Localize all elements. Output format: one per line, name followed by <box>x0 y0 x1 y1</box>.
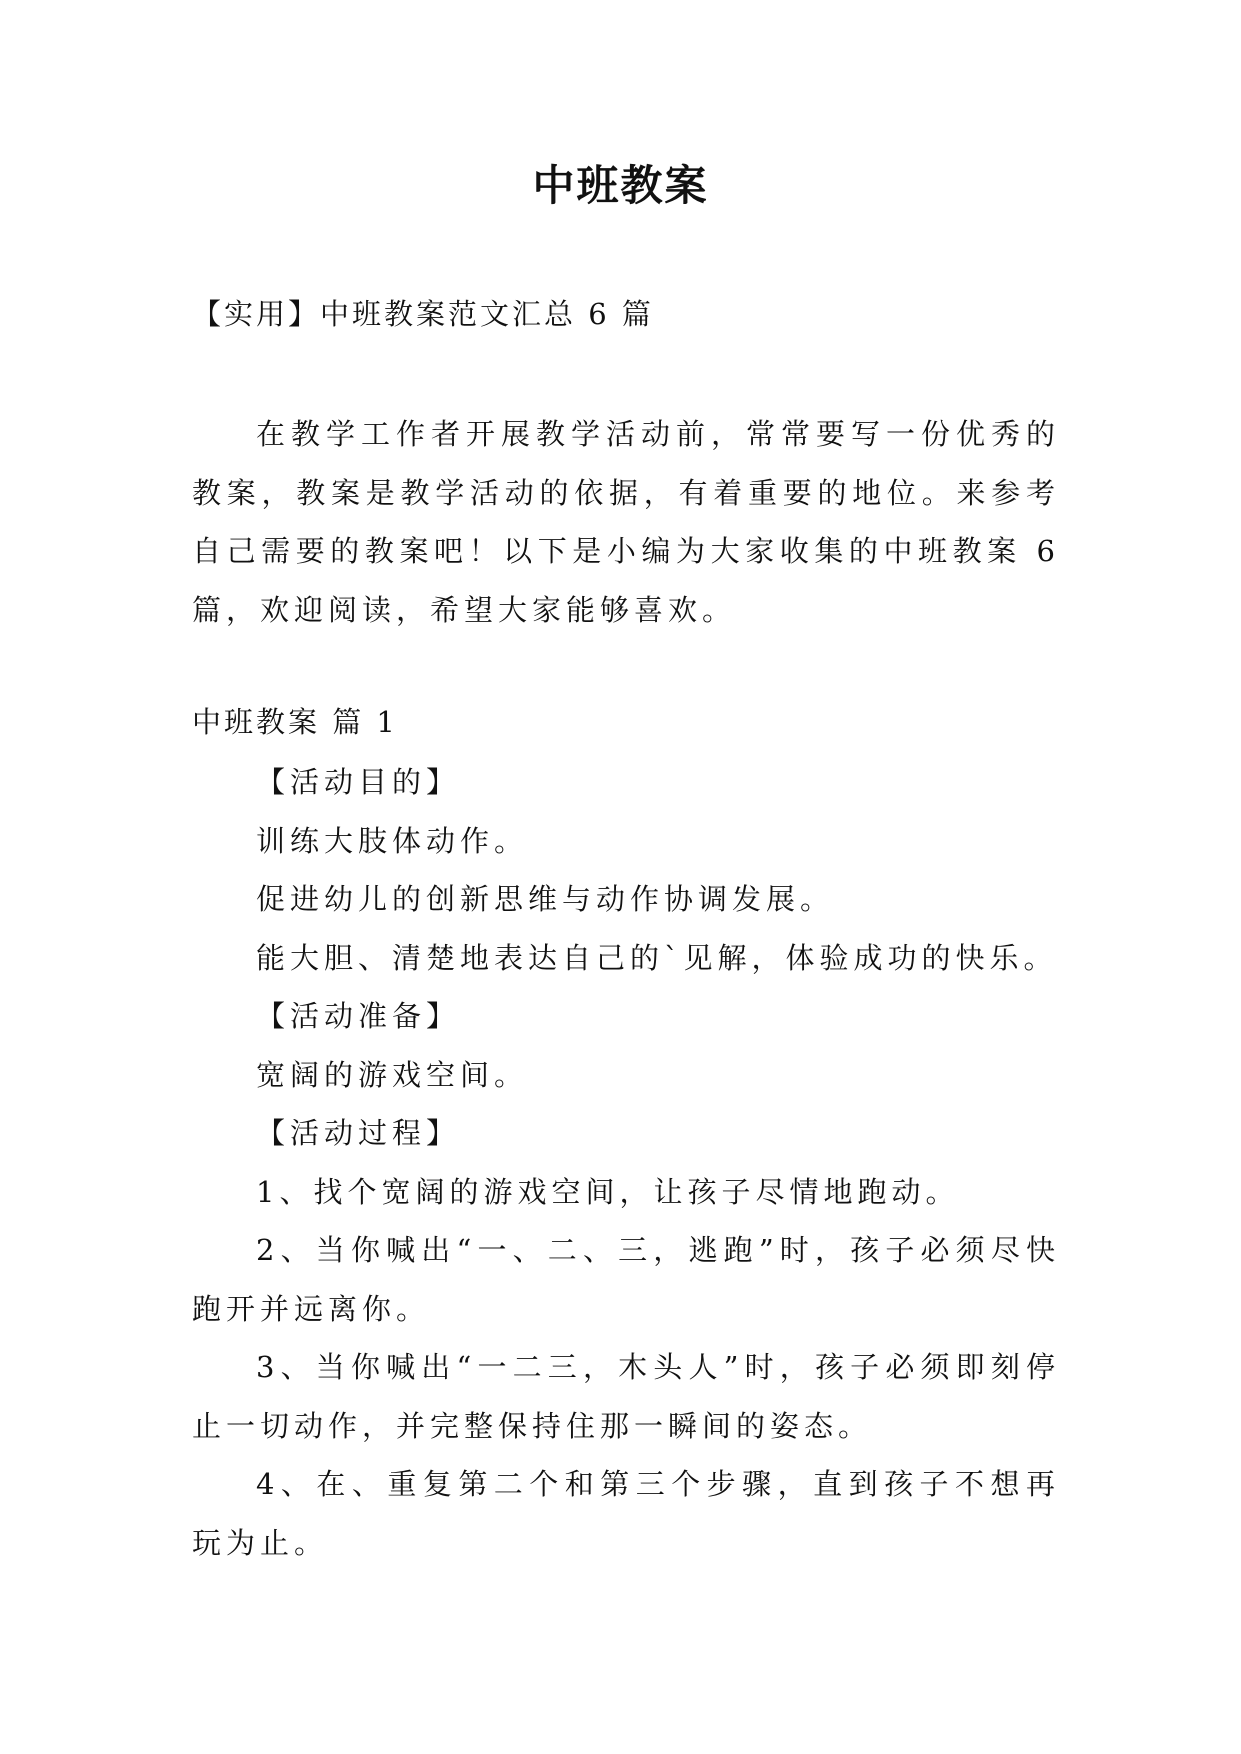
paragraph: 3、当你喊出“一二三，木头人”时，孩子必须即刻停止一切动作，并完整保持住那一瞬间的姿态。 <box>192 1350 1060 1443</box>
paragraph-activity-prep-heading: 【活动准备】 <box>256 999 461 1033</box>
paragraph: 训练大肢体动作。 <box>256 823 529 858</box>
paragraph: 2、当你喊出“一、二、三，逃跑”时，孩子必须尽快跑开并远离你。 <box>192 1233 1060 1326</box>
paragraph-activity-process-heading: 【活动过程】 <box>256 1116 461 1150</box>
section-content <box>192 753 1060 1572</box>
intro-paragraph: 在教学工作者开展教学活动前，常常要写一份优秀的教案，教案是教学活动的依据，有着重要的地位。来参考自己需要的教案吧！以下是小编为大家收集的中班教案 6 篇，欢迎阅读，希望大家能够喜欢。 <box>192 417 1060 627</box>
document-subtitle: 【实用】中班教案范文汇总 6 篇 <box>192 297 654 331</box>
paragraph: 宽阔的游戏空间。 <box>256 1057 529 1092</box>
section-heading: 中班教案 篇 1 <box>192 705 398 739</box>
paragraph: 4、在、重复第二个和第三个步骤，直到孩子不想再玩为止。 <box>192 1467 1060 1560</box>
paragraph: 促进幼儿的创新思维与动作协调发展。 <box>256 882 835 916</box>
paragraph: 能大胆、清楚地表达自己的`见解，体验成功的快乐。 <box>256 940 1058 975</box>
paragraph: 1、找个宽阔的游戏空间，让孩子尽情地跑动。 <box>256 1174 960 1209</box>
paragraph-activity-goal-heading: 【活动目的】 <box>256 765 461 799</box>
document-title: 中班教案 <box>532 161 709 210</box>
